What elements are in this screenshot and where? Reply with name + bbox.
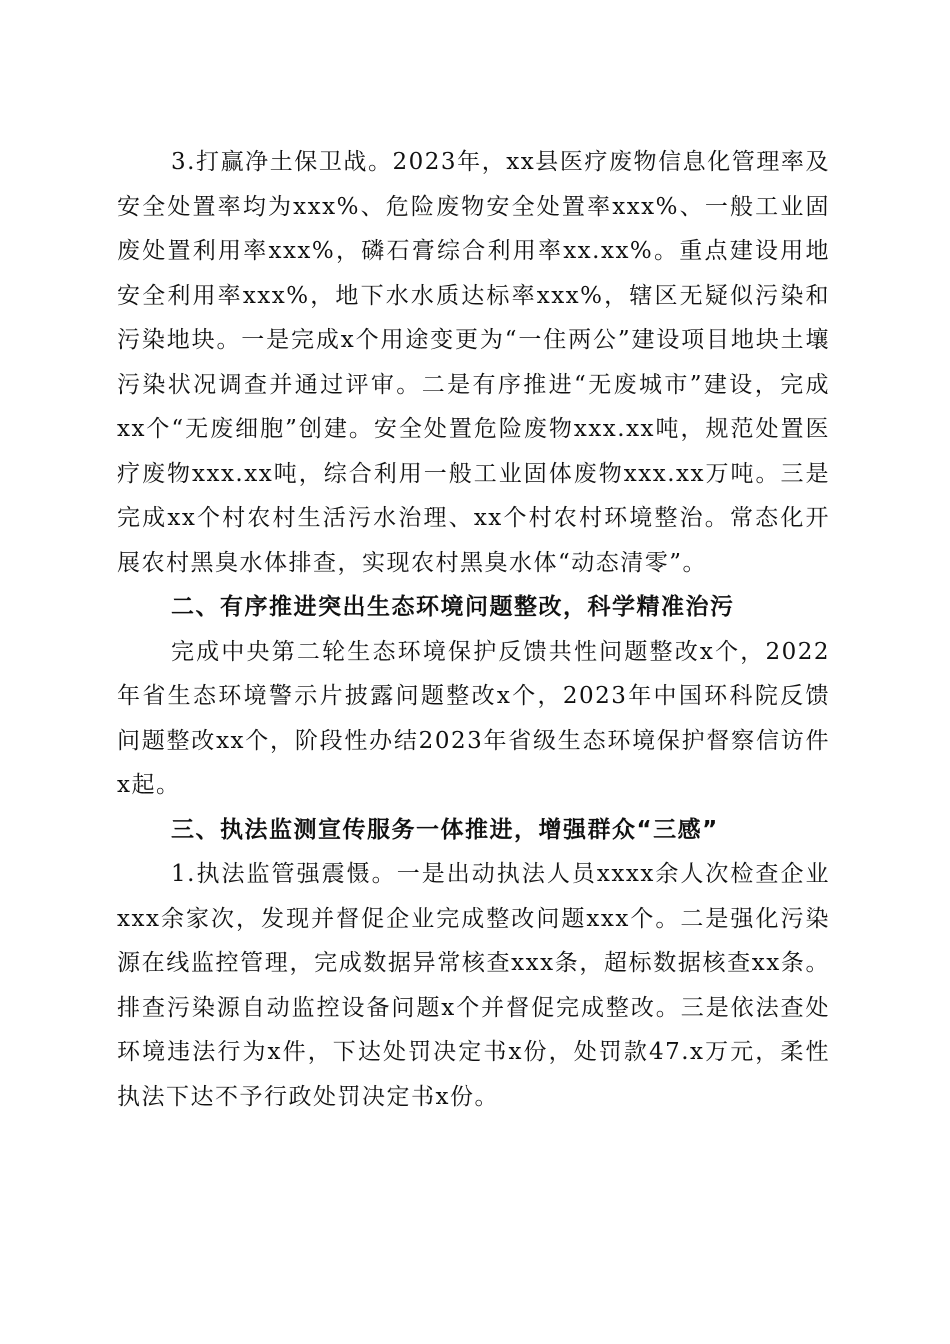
- section-heading-enforcement: 三、执法监测宣传服务一体推进，增强群众“三感”: [171, 816, 719, 843]
- document-body: [117, 140, 830, 1119]
- paragraph-soil-protection: 3.打赢净土保卫战。2023年，xx县医疗废物信息化管理率及安全处置率均为xxx%、危险废物安全处置率xxx%、一般工业固废处置利用率xxx%，磷石膏综合利用率xx.xx%。重点建设用地安全利用率xxx%，地下水水质达标率xxx%，辖区无疑似污染和污染地块。一是完成x个用途变更为“一住两公”建设项目地块土壤污染状况调查并通过评审。二是有序推进“无废城市”建设，完成xx个“无废细胞”创建。安全处置危险废物xxx.xx吨，规范处置医疗废物xxx.xx吨，综合利用一般工业固体废物xxx.xx万吨。三是完成xx个村农村生活污水治理、xx个村农村环境整治。常态化开展农村黑臭水体排查，实现农村黑臭水体“动态清零”。: [117, 149, 830, 576]
- paragraph-enforcement: 1.执法监管强震慑。一是出动执法人员xxxx余人次检查企业xxx余家次，发现并督促企业完成整改问题xxx个。二是强化污染源在线监控管理，完成数据异常核查xxx条，超标数据核查xx条。排查污染源自动监控设备问题x个并督促完成整改。三是依法查处环境违法行为x件，下达处罚决定书x份，处罚款47.x万元，柔性执法下达不予行政处罚决定书x份。: [117, 861, 830, 1110]
- paragraph-rectification: 完成中央第二轮生态环境保护反馈共性问题整改x个，2022年省生态环境警示片披露问题整改x个，2023年中国环科院反馈问题整改xx个，阶段性办结2023年省级生态环境保护督察信访件x起。: [117, 638, 830, 798]
- section-heading-rectification: 二、有序推进突出生态环境问题整改，科学精准治污: [171, 594, 735, 620]
